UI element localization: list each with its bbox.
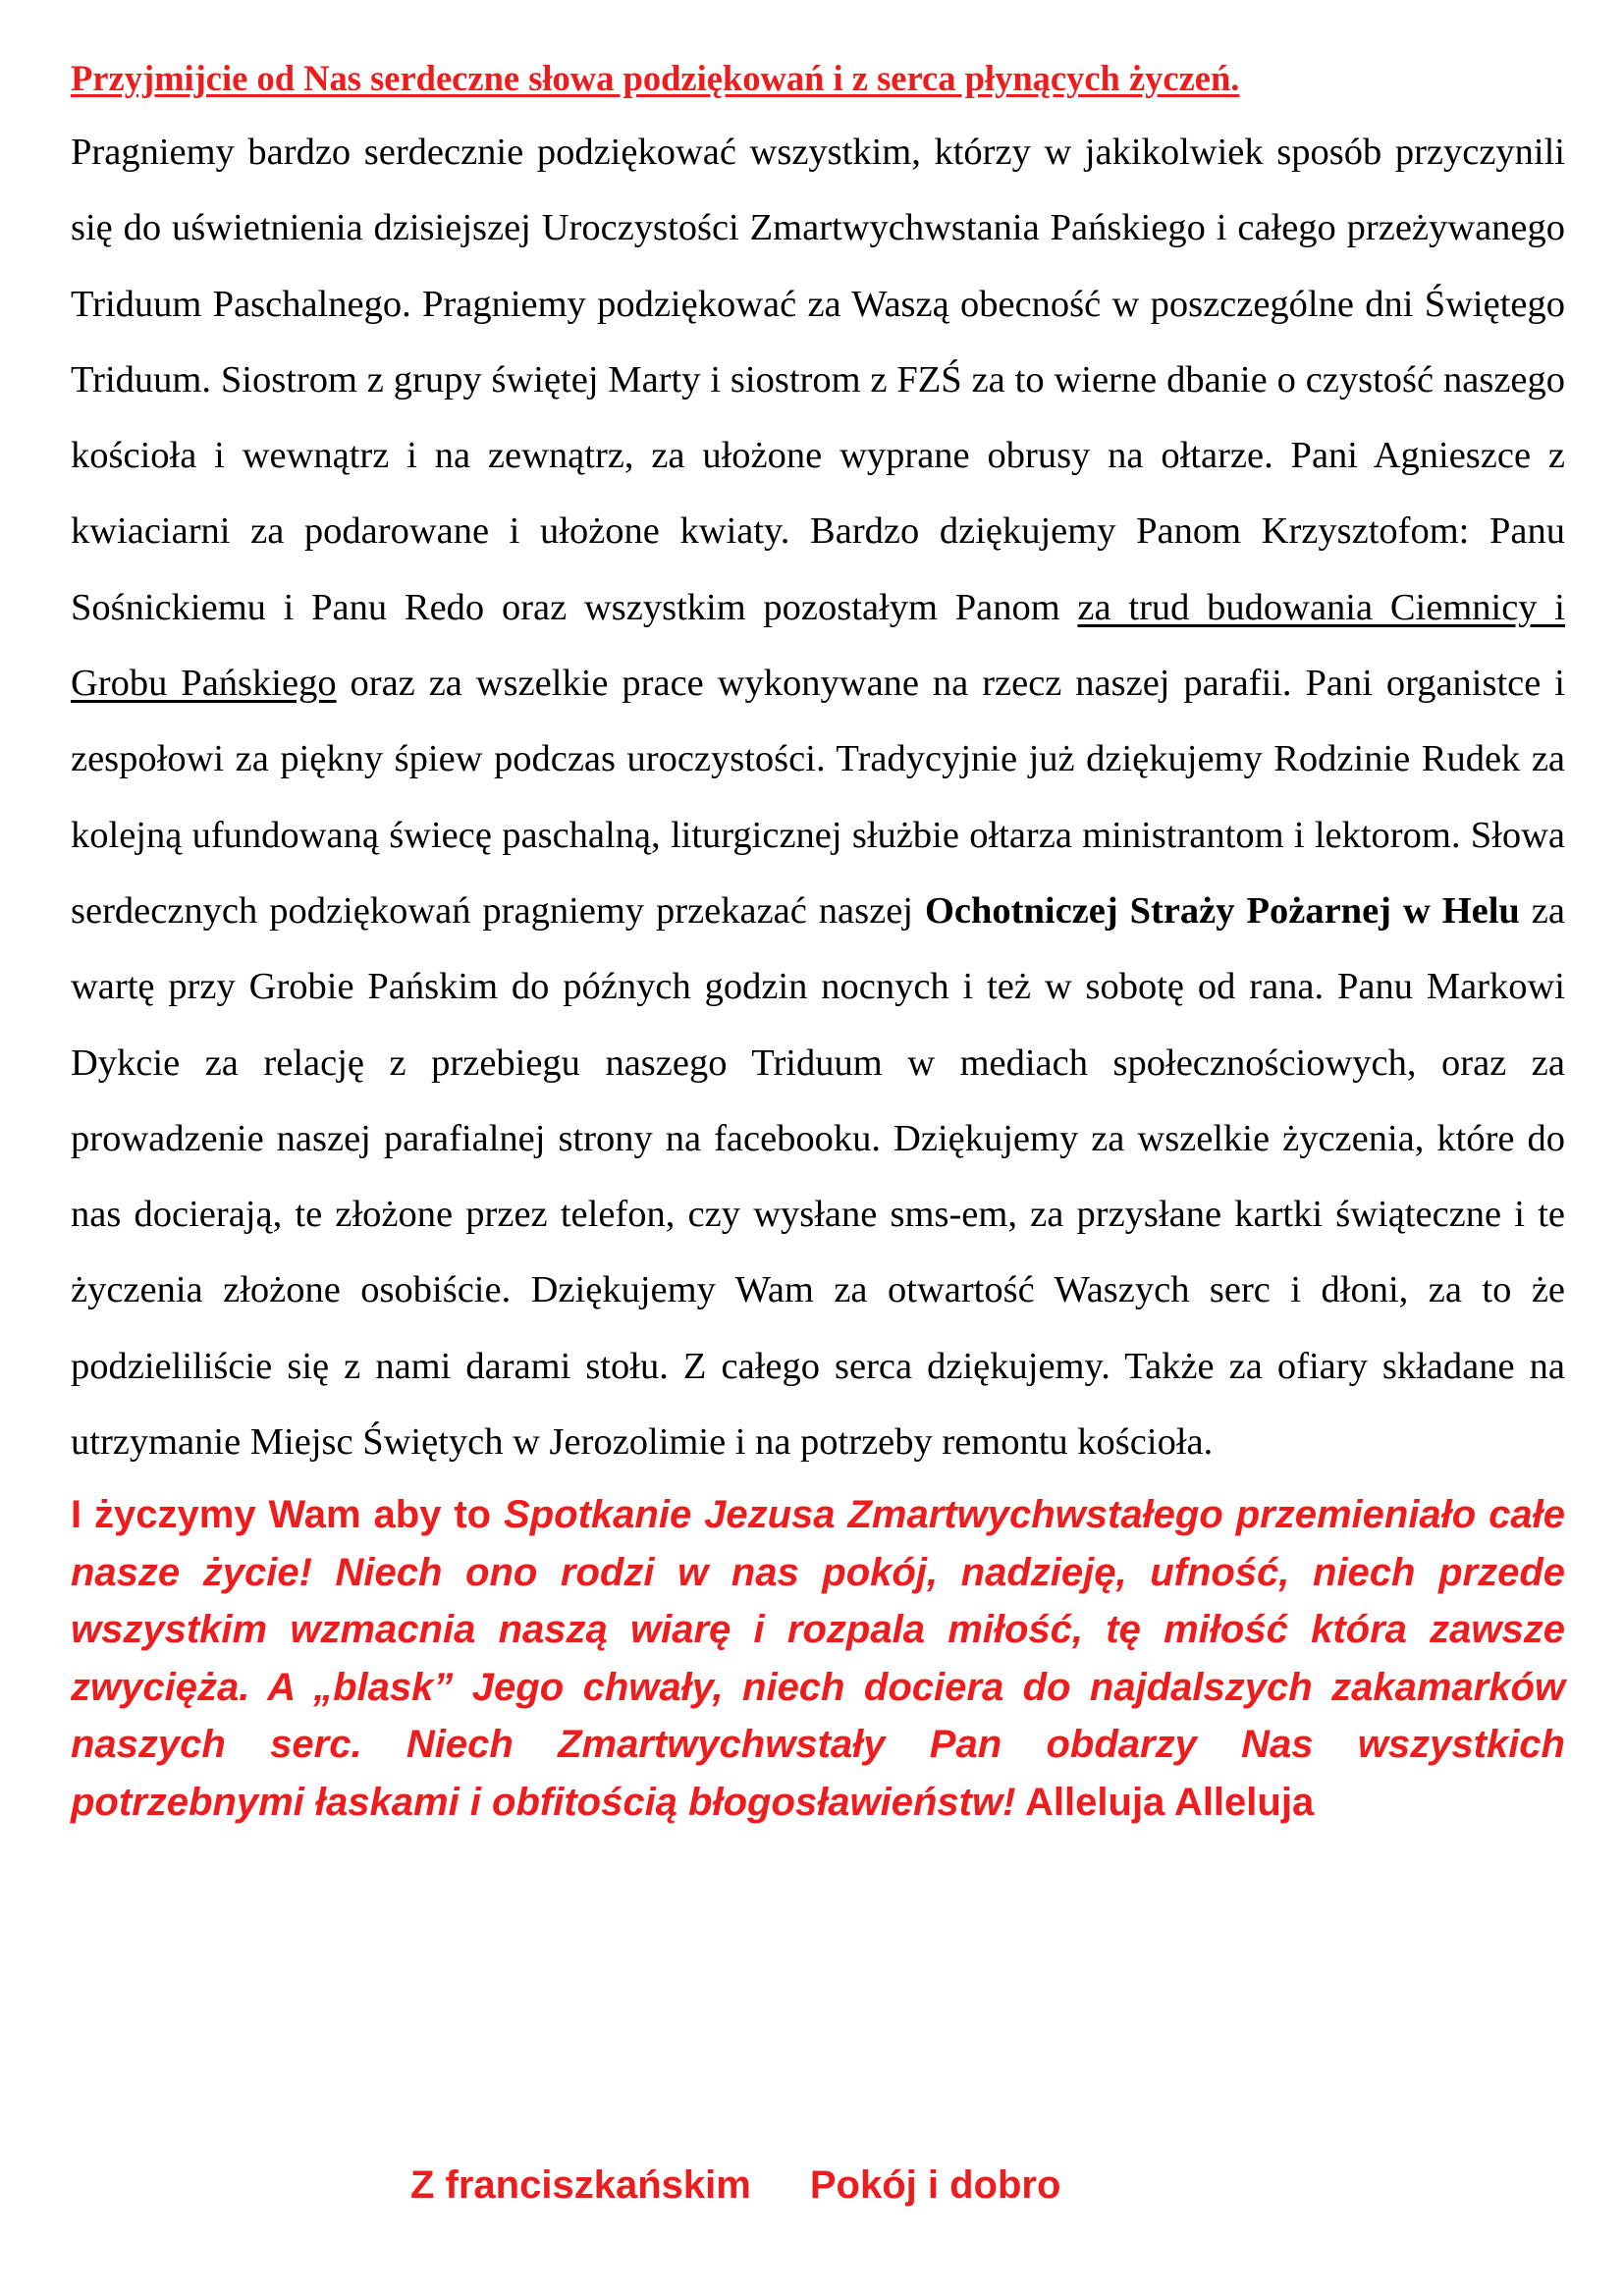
wishes-paragraph (71, 1486, 1565, 1831)
thanks-paragraph (71, 115, 1565, 1480)
document-page (71, 47, 1565, 1831)
thanks-text-part-3: za wartę przy Grobie Pańskim do późnych godzin nocnych i też w sobotę od rana. Panu Markowi Dykcie za relację z przebiegu naszego Triduum w mediach społecznościowych, oraz za prowadzenie naszej parafialnej strony na facebooku. Dziękujemy za wszelkie życzenia, które do nas docierają, te złożone przez telefon, czy wysłane sms-em, za przysłane kartki świąteczne i te życzenia złożone osobiście. Dziękujemy Wam za otwartość Waszych serc i dłoni, za to że podzieliliście się z nami darami stołu. Z całego serca dziękujemy. Także za ofiary składane na utrzymanie Miejsc Świętych w Jerozolimie i na potrzeby remontu kościoła. (71, 889, 1565, 1464)
wishes-alleluja: Alleluja Alleluja (1015, 1780, 1315, 1824)
bold-phrase-fire-brigade: Ochotniczej Straży Pożarnej w Helu (924, 889, 1520, 932)
wishes-main: Spotkanie Jezusa Zmartwychwstałego przemieniało całe nasze życie! Niech ono rodzi w nas pokój, nadzieję, ufność, niech przede wszystkim wzmacnia naszą wiarę i rozpala miłość, tę miłość która zawsze zwycięża. A „blask” Jego chwały, niech dociera do najdalszych zakamarków naszych serc. Niech Zmartwychwstały Pan obdarzy Nas wszystkich potrzebnymi łaskami i obfitością błogosławieństw! (71, 1493, 1565, 1824)
thanks-text-part-1: Pragniemy bardzo serdecznie podziękować wszystkim, którzy w jakikolwiek sposób przyczynili się do uświetnienia dzisiejszej Uroczystości Zmartwychwstania Pańskiego i całego przeżywanego Triduum Paschalnego. Pragniemy podziękować za Waszą obecność w poszczególne dni Świętego Triduum. Siostrom z grupy świętej Marty i siostrom z FZŚ za to wierne dbanie o czystość naszego kościoła i wewnątrz i na zewnątrz, za ułożone wyprane obrusy na ołtarze. Pani Agnieszce z kwiaciarni za podarowane i ułożone kwiaty. Bardzo dziękujemy Panom Krzysztofom: Panu Sośnickiemu i Panu Redo oraz wszystkim pozostałym Panom (71, 132, 1565, 628)
closing-line (410, 2163, 1060, 2208)
closing-right: Pokój i dobro (809, 2163, 1061, 2207)
wishes-intro: I życzymy Wam aby to (71, 1493, 505, 1537)
thanks-text-part-2: oraz za wszelkie prace wykonywane na rzecz naszej parafii. Pani organistce i zespołowi za piękny śpiew podczas uroczystości. Tradycyjnie już dziękujemy Rodzinie Rudek za kolejną ufundowaną świecę paschalną, liturgicznej służbie ołtarza ministrantom i lektorom. Słowa serdecznych podziękowań pragniemy przekazać naszej (71, 663, 1565, 932)
document-heading: Przyjmijcie od Nas serdeczne słowa podziękowań i z serca płynących życzeń. (71, 58, 1240, 98)
closing-left: Z franciszkańskim (410, 2163, 751, 2207)
underlined-phrase: za trud budowania Ciemnicy i Grobu Pańskiego (71, 586, 1566, 705)
